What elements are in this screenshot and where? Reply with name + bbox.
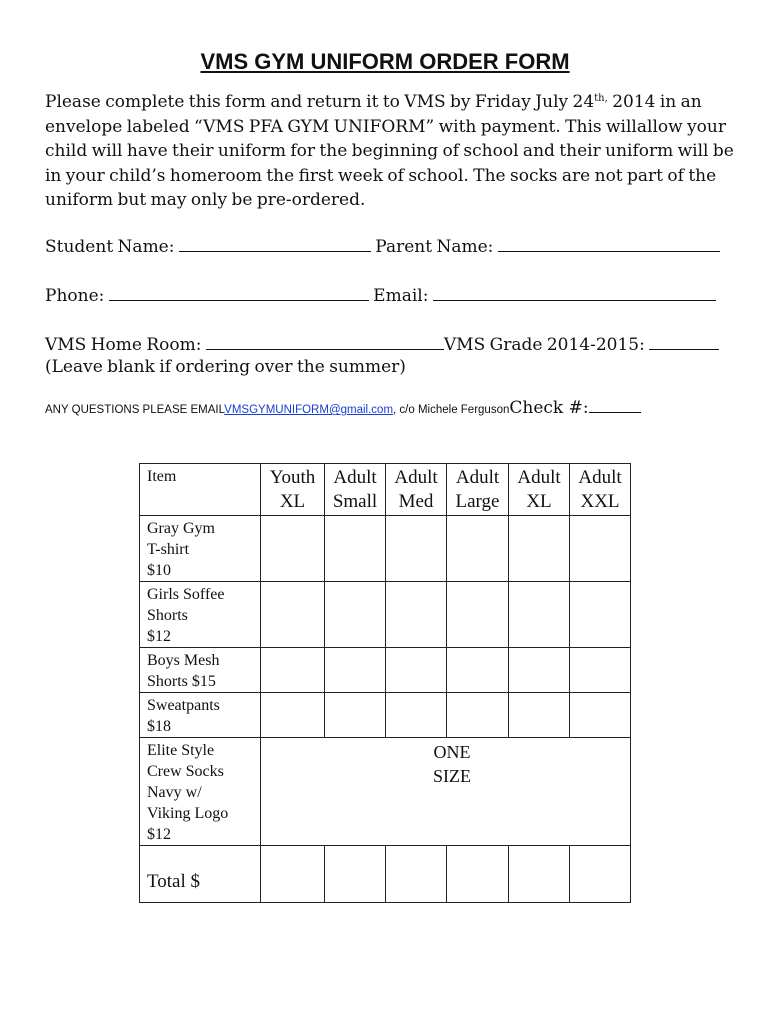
item-label-socks: Elite Style Crew Socks Navy w/ Viking Logo $12: [140, 738, 261, 846]
item-header: Item: [140, 464, 261, 516]
intro-text-part2: 2014 in an envelope labeled “VMS PFA GYM UNIFORM” with payment. This willallow your child will have their uniform for the beginning of school and their uniform will be in your child’s homeroom the first week of school. The socks are not part of the uniform but may only be pre-ordered.: [45, 92, 734, 210]
check-number-label: Check #:: [509, 398, 589, 418]
qty-cell[interactable]: [261, 582, 325, 648]
total-cell[interactable]: [447, 846, 509, 903]
size-header-adult-large: Adult Large: [447, 464, 509, 516]
qty-cell[interactable]: [509, 516, 570, 582]
socks-qty-cell[interactable]: [261, 738, 631, 846]
total-cell[interactable]: [386, 846, 447, 903]
item-label-tshirt: Gray Gym T-shirt $10: [140, 516, 261, 582]
qty-cell[interactable]: [509, 648, 570, 693]
qty-cell[interactable]: [261, 648, 325, 693]
qty-cell[interactable]: [261, 516, 325, 582]
order-table: [139, 463, 631, 903]
phone-label: Phone:: [45, 286, 105, 306]
table-row-socks: [140, 738, 631, 846]
grade-field[interactable]: [649, 333, 719, 350]
name-fields-row: [45, 235, 720, 257]
homeroom-fields-row: [45, 333, 719, 355]
one-size-label: ONE SIZE: [433, 742, 471, 786]
qty-cell[interactable]: [570, 516, 631, 582]
questions-line: [45, 398, 641, 418]
contact-fields-row: [45, 284, 716, 306]
check-number-field[interactable]: [589, 398, 641, 413]
total-cell[interactable]: [509, 846, 570, 903]
table-row-girls-shorts: [140, 582, 631, 648]
contact-email-link[interactable]: VMSGYMUNIFORM@gmail.com: [224, 404, 394, 416]
qty-cell[interactable]: [386, 582, 447, 648]
student-name-field[interactable]: [179, 235, 371, 252]
qty-cell[interactable]: [325, 648, 386, 693]
phone-field[interactable]: [109, 284, 369, 301]
home-room-field[interactable]: [206, 333, 444, 350]
intro-paragraph: [45, 90, 735, 213]
form-title: VMS GYM UNIFORM ORDER FORM: [200, 49, 570, 74]
qty-cell[interactable]: [509, 693, 570, 738]
home-room-label: VMS Home Room:: [45, 335, 202, 355]
parent-name-field[interactable]: [498, 235, 720, 252]
qty-cell[interactable]: [386, 516, 447, 582]
qty-cell[interactable]: [261, 693, 325, 738]
qty-cell[interactable]: [325, 693, 386, 738]
size-header-adult-xl: Adult XL: [509, 464, 570, 516]
qty-cell[interactable]: [325, 516, 386, 582]
questions-suffix: , c/o Michele Ferguson: [393, 404, 510, 416]
qty-cell[interactable]: [509, 582, 570, 648]
student-name-label: Student Name:: [45, 237, 175, 257]
qty-cell[interactable]: [447, 693, 509, 738]
total-label: Total $: [140, 846, 261, 903]
table-row-total: [140, 846, 631, 903]
intro-text-part1: Please complete this form and return it to VMS by Friday July 24: [45, 92, 595, 112]
item-label-girls-shorts: Girls Soffee Shorts $12: [140, 582, 261, 648]
size-header-youth-xl: Youth XL: [261, 464, 325, 516]
parent-name-label: Parent Name:: [375, 237, 494, 257]
table-row-boys-shorts: [140, 648, 631, 693]
total-cell[interactable]: [325, 846, 386, 903]
size-header-adult-xxl: Adult XXL: [570, 464, 631, 516]
size-header-adult-small: Adult Small: [325, 464, 386, 516]
table-header-row: [140, 464, 631, 516]
qty-cell[interactable]: [447, 648, 509, 693]
table-row-sweatpants: [140, 693, 631, 738]
qty-cell[interactable]: [570, 693, 631, 738]
leave-blank-note: (Leave blank if ordering over the summer): [45, 357, 406, 377]
size-header-adult-med: Adult Med: [386, 464, 447, 516]
item-label-sweatpants: Sweatpants $18: [140, 693, 261, 738]
qty-cell[interactable]: [570, 582, 631, 648]
table-row-tshirt: [140, 516, 631, 582]
qty-cell[interactable]: [386, 648, 447, 693]
qty-cell[interactable]: [325, 582, 386, 648]
email-field[interactable]: [433, 284, 716, 301]
intro-superscript: th,: [594, 93, 608, 104]
total-cell[interactable]: [261, 846, 325, 903]
qty-cell[interactable]: [447, 516, 509, 582]
email-label: Email:: [373, 286, 429, 306]
total-cell[interactable]: [570, 846, 631, 903]
qty-cell[interactable]: [386, 693, 447, 738]
grade-label: VMS Grade 2014-2015:: [443, 335, 645, 355]
questions-prefix: ANY QUESTIONS PLEASE EMAIL: [45, 404, 225, 416]
qty-cell[interactable]: [447, 582, 509, 648]
qty-cell[interactable]: [570, 648, 631, 693]
item-label-boys-shorts: Boys Mesh Shorts $15: [140, 648, 261, 693]
